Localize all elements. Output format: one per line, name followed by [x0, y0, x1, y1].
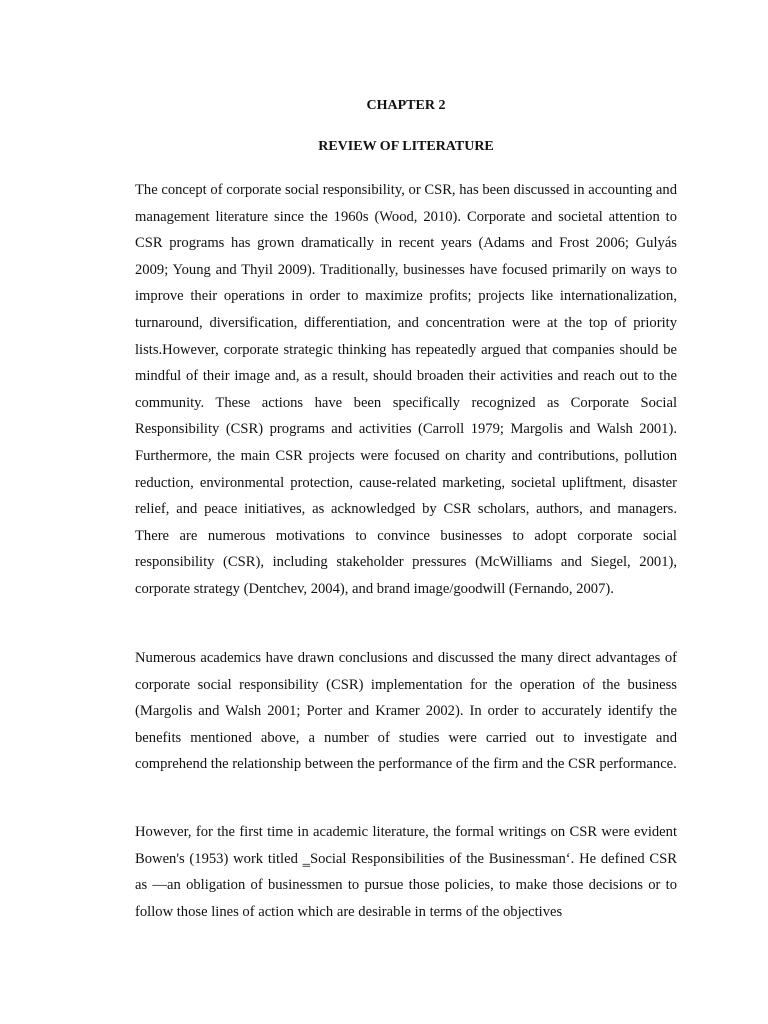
paragraph: However, for the first time in academic literature, the formal writings on CSR were evident Bowen's (1953) work titled ‗Social Responsibilities of the Businessman‘. He defined CSR as —an obligation of businessmen to pursue those policies, to make those decisions or to follow those lines of action which are desirable in terms of the objectives [135, 824, 677, 920]
chapter-number: CHAPTER 2 [366, 98, 446, 113]
paragraph: Numerous academics have drawn conclusions and discussed the many direct advantages of corporate social responsibility (CSR) implementation for the operation of the business (Margolis and Walsh 2001; Porter and Kramer 2002). In order to accurately identify the benefits mentioned above, a number of studies were carried out to investigate and comprehend the relationship between the performance of the firm and the CSR performance. [135, 650, 677, 773]
chapter-title: REVIEW OF LITERATURE [318, 139, 494, 154]
paragraph: The concept of corporate social responsibility, or CSR, has been discussed in accounting and management literature since the 1960s (Wood, 2010). Corporate and societal attention to CSR programs has grown dramatically in recent years (Adams and Frost 2006; Gulyás 2009; Young and Thyil 2009). Traditionally, businesses have focused primarily on ways to improve their operations in order to maximize profits; projects like internationalization, turnaround, diversification, differentiation, and concentration were at the top of priority lists.However, corporate strategic thinking has repeatedly argued that companies should be mindful of their image and, as a result, should broaden their activities and reach out to the community. These actions have been specifically recognized as Corporate Social Responsibility (CSR) programs and activities (Carroll 1979; Margolis and Walsh 2001). Furthermore, the main CSR projects were focused on charity and contributions, pollution reduction, environmental protection, cause-related marketing, societal upliftment, disaster relief, and peace initiatives, as acknowledged by CSR scholars, authors, and managers. There are numerous motivations to convince businesses to adopt corporate social responsibility (CSR), including stakeholder pressures (McWilliams and Siegel, 2001), corporate strategy (Dentchev, 2004), and brand image/goodwill (Fernando, 2007). [135, 182, 677, 597]
